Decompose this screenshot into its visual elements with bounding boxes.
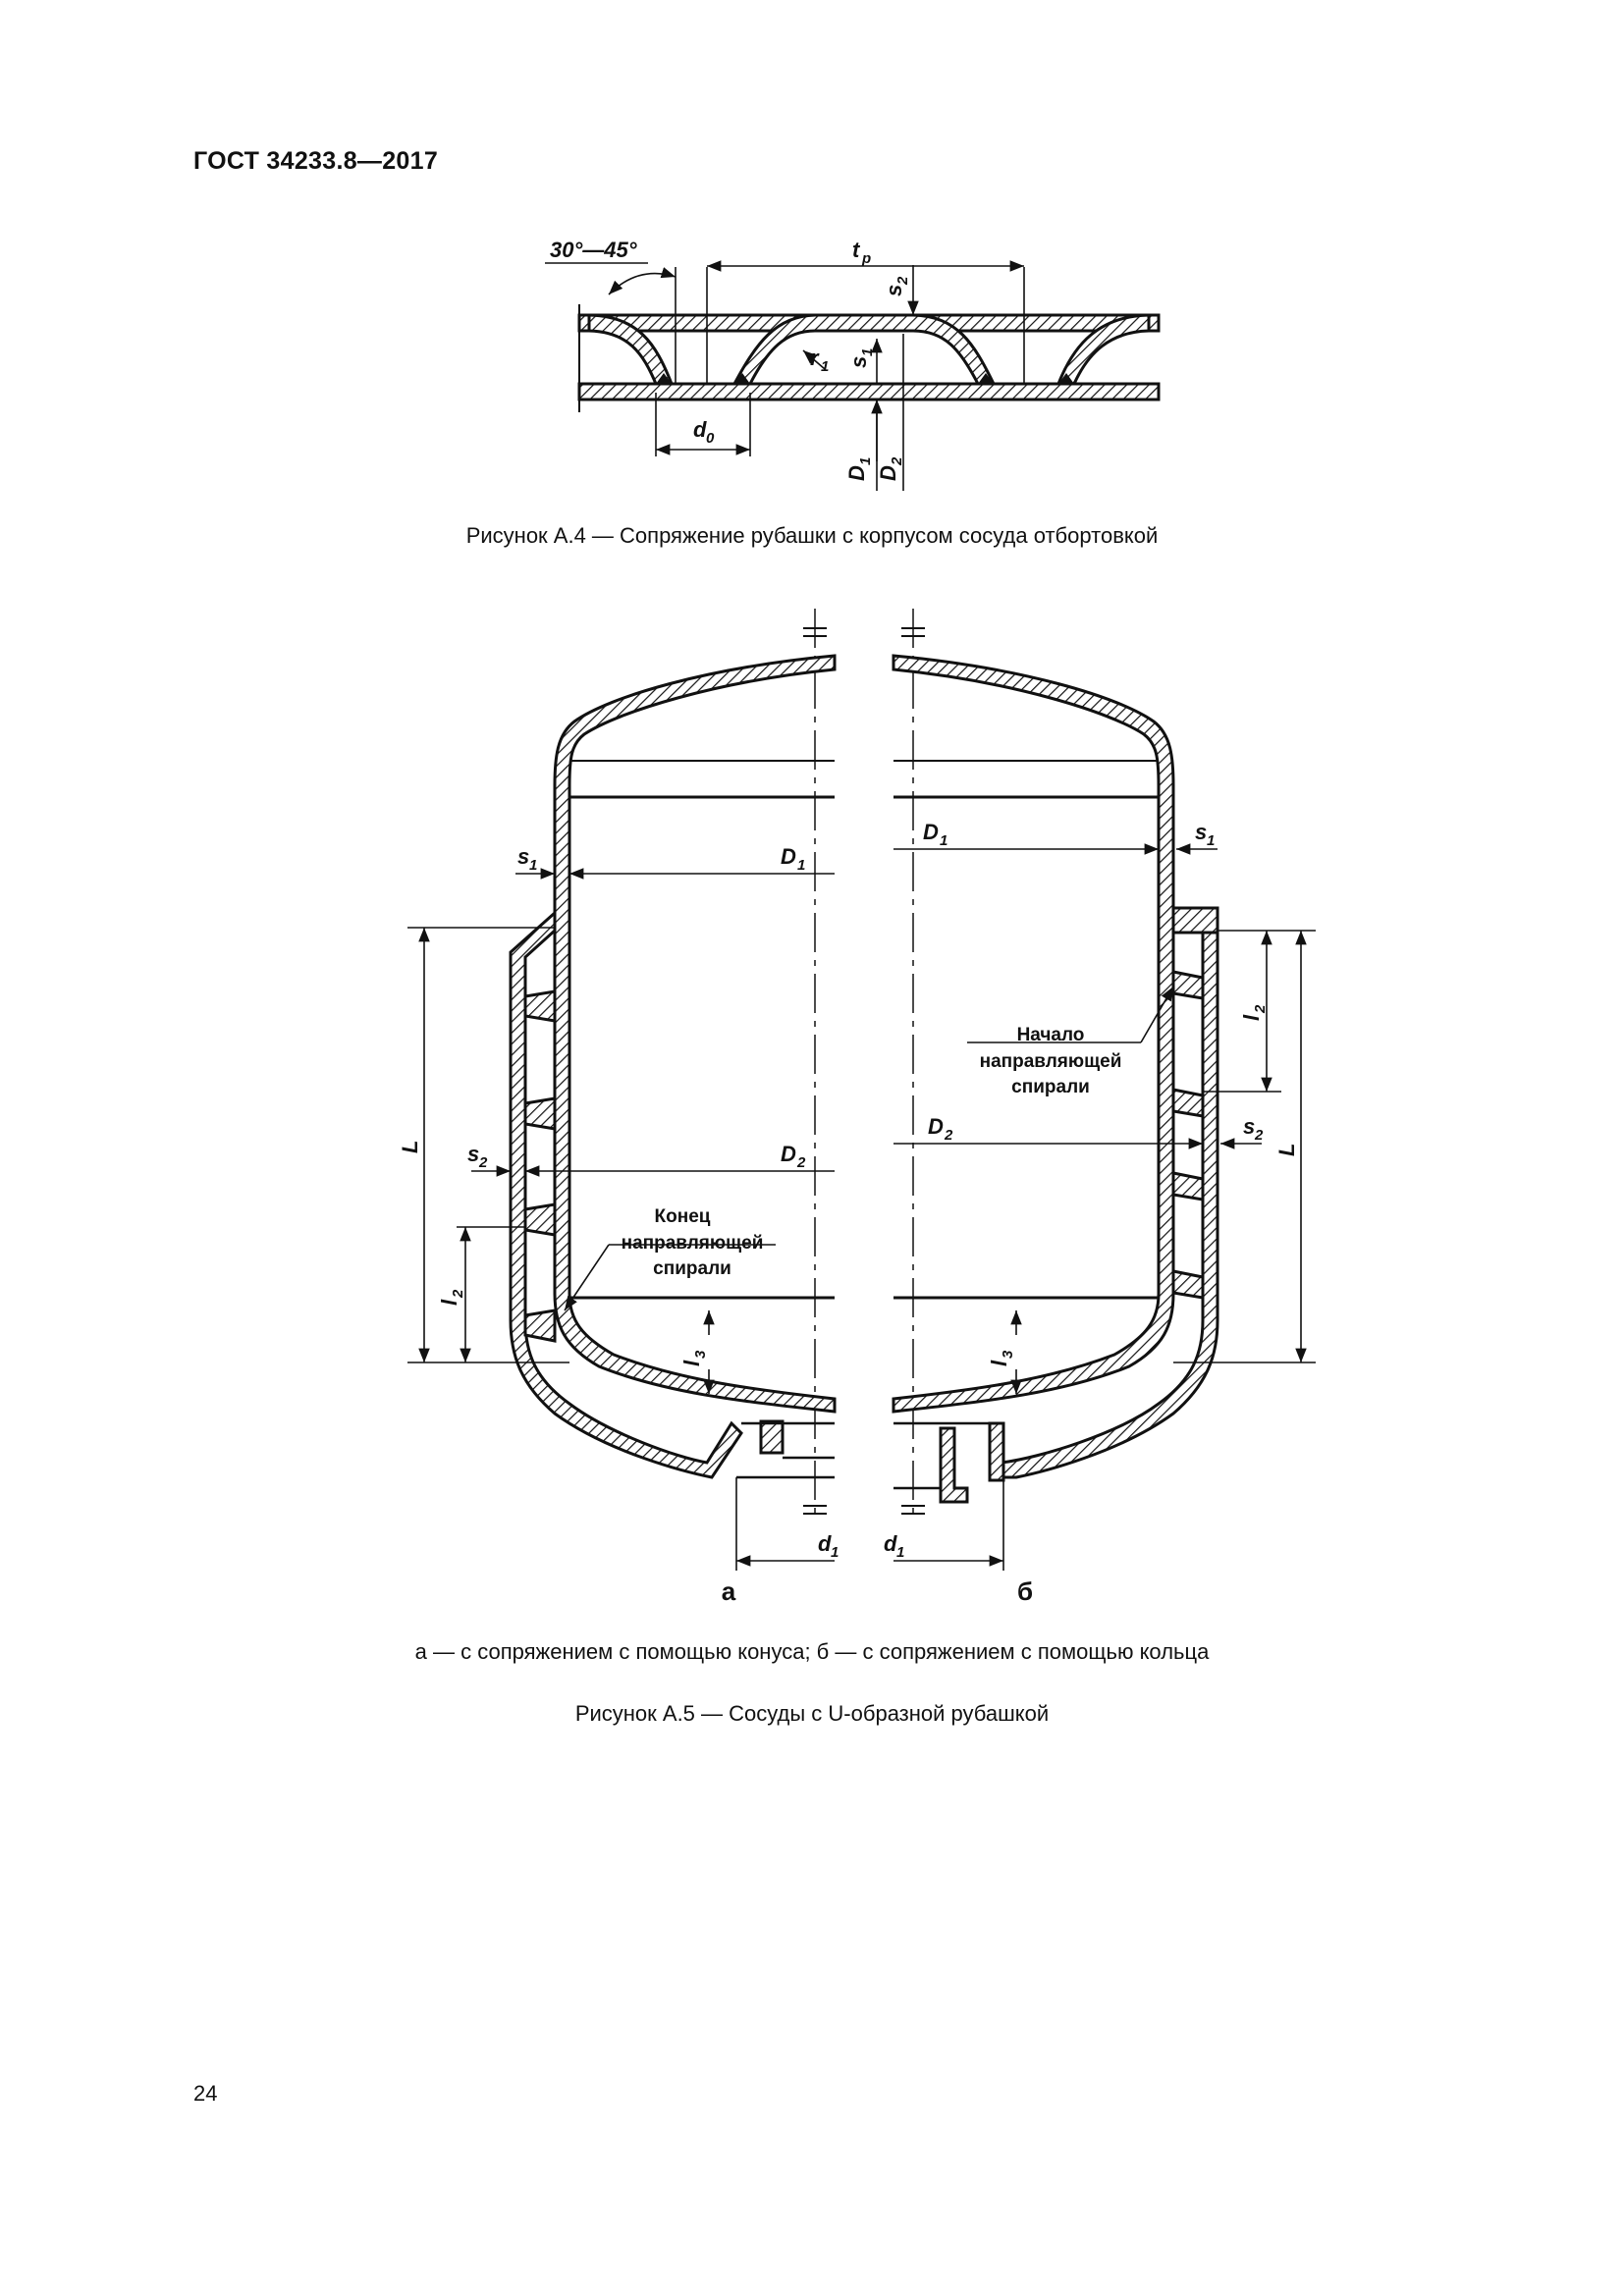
s2-right-subscript: 2: [1255, 1127, 1264, 1144]
d1-right-label: d: [884, 1531, 897, 1556]
l2-left-subscript: 2: [450, 1289, 466, 1298]
angle-label: 30°—45°: [550, 238, 637, 262]
L-right-label: L: [1274, 1143, 1299, 1156]
s1-right-label: s: [1195, 820, 1208, 844]
figure-a4-caption: Рисунок А.4 — Сопряжение рубашки с корпусом сосуда отбортовкой: [465, 523, 1159, 548]
tp-subscript: p: [862, 250, 872, 267]
D2-label: D: [876, 465, 900, 481]
r1-label: r: [810, 346, 819, 370]
l3-left-label: l: [679, 1360, 704, 1366]
r1-subscript: 1: [821, 358, 830, 375]
l2-right-subscript: 2: [1252, 1004, 1269, 1013]
s1-label: s: [846, 355, 871, 368]
D1-label: D: [844, 465, 869, 481]
l3-right-label: l: [987, 1360, 1011, 1366]
note-start-line1: Начало: [1016, 1025, 1085, 1045]
figure-a5-caption: Рисунок А.5 — Сосуды с U-образной рубашкой: [574, 1701, 1050, 1726]
variant-b-label: б: [1016, 1576, 1034, 1606]
D1-right-label: D: [923, 820, 939, 844]
l2-right-label: l: [1239, 1014, 1264, 1021]
D1-left-label: D: [781, 844, 796, 869]
D1-left-subscript: 1: [797, 857, 806, 874]
D1-subscript: 1: [857, 456, 874, 465]
L-left-label: L: [398, 1140, 422, 1153]
s2-right-label: s: [1243, 1114, 1256, 1139]
note-end-line2: направляющей: [621, 1233, 764, 1254]
s1-left-subscript: 1: [529, 857, 538, 874]
figure-a4-drawing: [545, 238, 1159, 491]
s1-subscript: 1: [859, 347, 876, 356]
tp-label: t: [852, 238, 860, 262]
figure-a5-legend: а — с сопряжением с помощью конуса; б — с сопряжением с помощью кольца: [414, 1639, 1210, 1664]
d1-left-subscript: 1: [831, 1544, 839, 1561]
D1-right-subscript: 1: [940, 832, 948, 849]
document-header: ГОСТ 34233.8—2017: [193, 147, 439, 175]
d1-left-label: d: [818, 1531, 832, 1556]
l3-right-subscript: 3: [1000, 1350, 1016, 1359]
s2-subscript: 2: [894, 276, 911, 285]
l3-left-subscript: 3: [692, 1350, 709, 1359]
D2-right-label: D: [928, 1114, 944, 1139]
note-start-line3: спирали: [1011, 1077, 1090, 1097]
page-number: 24: [193, 2081, 218, 2106]
note-end-line3: спирали: [653, 1258, 731, 1279]
note-end-line1: Конец: [654, 1206, 711, 1227]
D2-subscript: 2: [889, 456, 905, 465]
l2-left-label: l: [437, 1299, 461, 1306]
s1-right-subscript: 1: [1207, 832, 1216, 849]
d0-label: d: [693, 417, 707, 442]
note-start-line2: направляющей: [979, 1051, 1122, 1072]
variant-a-label: а: [721, 1576, 736, 1606]
s2-label: s: [882, 284, 906, 296]
D2-left-subscript: 2: [797, 1154, 806, 1171]
d0-subscript: 0: [706, 430, 715, 447]
d1-right-subscript: 1: [896, 1544, 905, 1561]
D2-left-label: D: [781, 1142, 796, 1166]
D2-right-subscript: 2: [945, 1127, 953, 1144]
s1-left-label: s: [517, 844, 530, 869]
s2-left-label: s: [467, 1142, 480, 1166]
figure-a5-drawing: [398, 609, 1316, 1606]
s2-left-subscript: 2: [479, 1154, 488, 1171]
